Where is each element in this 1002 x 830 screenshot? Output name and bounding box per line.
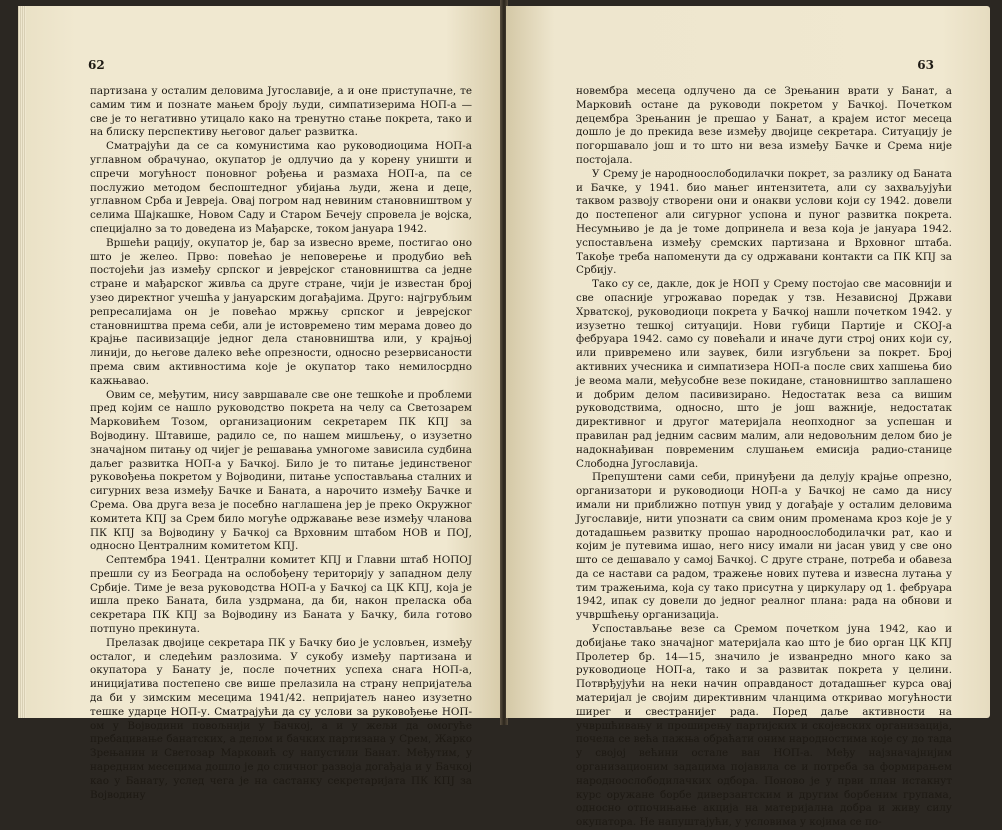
page-number: 62 [88,58,105,72]
page-text [576,85,952,830]
paragraph: Тако су се, дакле, док је НОП у Срему постојао све масовнији и све опасније угрожавао поредак у тзв. Независној Држави Хрватској, руководиоци покрета у Бачкој нашли почетком 1942. у изузетно тешкој ситуацији. Нови губици Партије и СКОЈ-а фебруара 1942. само су повећали и иначе дуги строј оних који су, или привремено или заувек, били изгубљени за покрет. Број активних учесника и симпатизера НОП-а после свих хапшења био је веома мали, међусобне везе покидане, становништво заплашено и добрим делом пасивизирано. Недостатак веза са вишим руководствима, односно, што је још важније, недостатак директивног и другог материјала неопходног за успешан и правилан рад једним сасвим малим, али недовољним делом био је надокнађиван повременим слушањем емисија радио-станице Слободна Југославија. [576,278,952,470]
paragraph: Препуштени сами себи, принуђени да делују крајње опрезно, организатори и руководиоци НОП-а у Бачкој не само да нису имали ни приближно потпун увид у догађаје у осталим деловима Југославије, нити упознати са свим оним променама кроз које је у дотадашњем развитку прошао народноослободилачки рат, као и којим је путевима ишао, него нису имали ни јасан увид у све оно што се дешавало у самој Бачкој. С друге стране, потреба и обавеза да се настави са радом, тражење нових путева и извесна лутања у тим тражењима, која су тако присутна у циркулару од 1. фебруара 1942, ипак су довели до једног реалног плана: рада на обнови и учвршћењу организација. [576,471,952,622]
paragraph: партизана у осталим деловима Југославије, а и оне приступачне, те самим тим и познате мањем броју људи, симпатизерима НОП-а — све је то негативно утицало како на тренутно стање покрета, тако и на блиску перспективу његовог даљег развитка. [90,85,472,139]
paragraph: Успостављање везе са Сремом почетком јуна 1942, као и добијање тако значајног материјала као што је био орган ЦК КПЈ Пролетер бр. 14—15, значило је изванредно много како за руководиоце НОП-а, тако и за развитак покрета у целини. Потврђујући на неки начин оправданост дотадашњег курса овај материјал је својим директивним чланцима откривао могућности ширег и свестранијег рада. Поред даље активности на учвршћивању и проширењу партијских и скојевских организација, почела се већа пажња обраћати оним народностима које су до тада у својој већини остале ван НОП-а. Међу најзначајнијим организационим задацима појавила се и потреба за формирањем народноослободилачких одбора. Поново је у први план истакнут курс оружане борбе диверзантским и другим борбеним групама, односно отпочињање акција на материјална добра и живу силу окупатора. Не напуштајући, у условима у којима се по- [576,623,952,829]
paragraph: Сматрајући да се са комунистима као руководиоцима НОП-а углавном обрачунао, окупатор је одлучио да у корену уништи и спречи могућност поновног рођења и размаха НОП-а, па се послужио методом беспоштедног убијања људи, жена и деце, углавном Срба и Јевреја. Овај погром над невиним становништвом у селима Шајкашке, Новом Саду и Старом Бечеју спровела је војска, специјално за то доведена из Мађарске, током јануара 1942. [90,140,472,235]
paragraph: Вршећи рацију, окупатор је, бар за извесно време, постигао оно што је желео. Прво: повећао је неповерење и продубио већ постојећи јаз између српског и јеврејског становништва са једне стране и мађарског живља са друге стране, чији је известан број узео директног учешћа у јануарским догађајима. Друго: најгрубљим репресалијама он је повећао мржњу српског и јеврејског становништва према себи, али је истовремено тим мерама довео до крајње пасивизације једног дела становништва или, у крајњој линији, до његове далеко веће опрезности, односно резервисаности према свим активностима које је окупатор тако немилосрдно кажњавао. [90,236,472,387]
page-text [90,85,472,802]
paragraph: Овим се, међутим, нису завршавале све оне тешкоће и проблеми пред којим се нашло руководство покрета на челу са Светозарем Марковићем Тозом, организационим секретарем ПК КПЈ за Војводину. Штавише, радило се, по нашем мишљењу, о изузетно значајном питању од чијег је решавања умногоме зависила судбина даљег развитка НОП-а у Бачкој. Било је то питање јединственог руковођења покретом у Војводини, питање успостављања сталних и сигурних веза између Бачке и Баната, а нарочито између Бачке и Срема. Ова друга веза је посебно наглашена јер је преко Окружног комитета КПЈ за Срем било могуће одржавање везе између чланова ПК КПЈ за Војводину у Бачкој са Врховним штабом НОВ и ПОЈ, односно Централним комитетом КПЈ. [90,388,472,553]
paragraph: Септембра 1941. Централни комитет КПЈ и Главни штаб НОПОЈ прешли су из Београда на ослобођену територију у западном делу Србије. Тиме је веза руководства НОП-а у Бачкој са ЦК КПЈ, која је ишла преко Баната, била уздрмана, да би, након преласка оба секретара ПК КПЈ за Војводину из Баната у Бачку, била готово потпуно прекинута. [90,554,472,636]
right-page [506,6,990,829]
paragraph: У Срему је народноослободилачки покрет, за разлику од Баната и Бачке, у 1941. био мањег интензитета, али су захваљујући таквом развоју створени они и онакви услови који су 1942. довели до постепеног али сигурног успона и пуног развитка покрета. Несумњиво је да је томе допринела и веза која је јануара 1942. успостављена између сремских партизана и Врховног штаба. Такође треба напоменути да су одржавани контакти са ПК КПЈ за Србију. [576,167,952,277]
page-edges [18,6,26,718]
page-number: 63 [917,58,934,72]
paragraph: Прелазак двојице секретара ПК у Бачку био је условљен, између осталог, и следећим разлозима. У сукобу између партизана и окупатора у Банату је, после почетних успеха снага НОП-а, иницијатива постепено све више прелазила на страну непријатеља да би у зимским месецима 1941/42. непријатељ нанео изузетно тешке ударце НОП-у. Сматрајући да су услови за руковођење НОП-ом у Војводини повољнији у Бачкој, а и у жељи да омогуће пребацивање банатских, а делом и бачких партизана у Срем, Жарко Зрењанин и Светозар Марковић су напустили Банат. Међутим, у наредним месецима дошло је до сличног развоја догађаја и у Бачкој као у Банату, услед чега је на састанку секретаријата ПК КПЈ за Војводину [90,636,472,801]
left-page [18,6,504,801]
paragraph: новембра месеца одлучено да се Зрењанин врати у Банат, а Марковић остане да руководи покретом у Бачкој. Почетком децембра Зрењанин је прешао у Банат, а крајем истог месеца дошло је до прекида везе између двојице секретара. Ситуацију је погоршавало још и то што ни веза између Бачке и Срема није постојала. [576,85,952,166]
